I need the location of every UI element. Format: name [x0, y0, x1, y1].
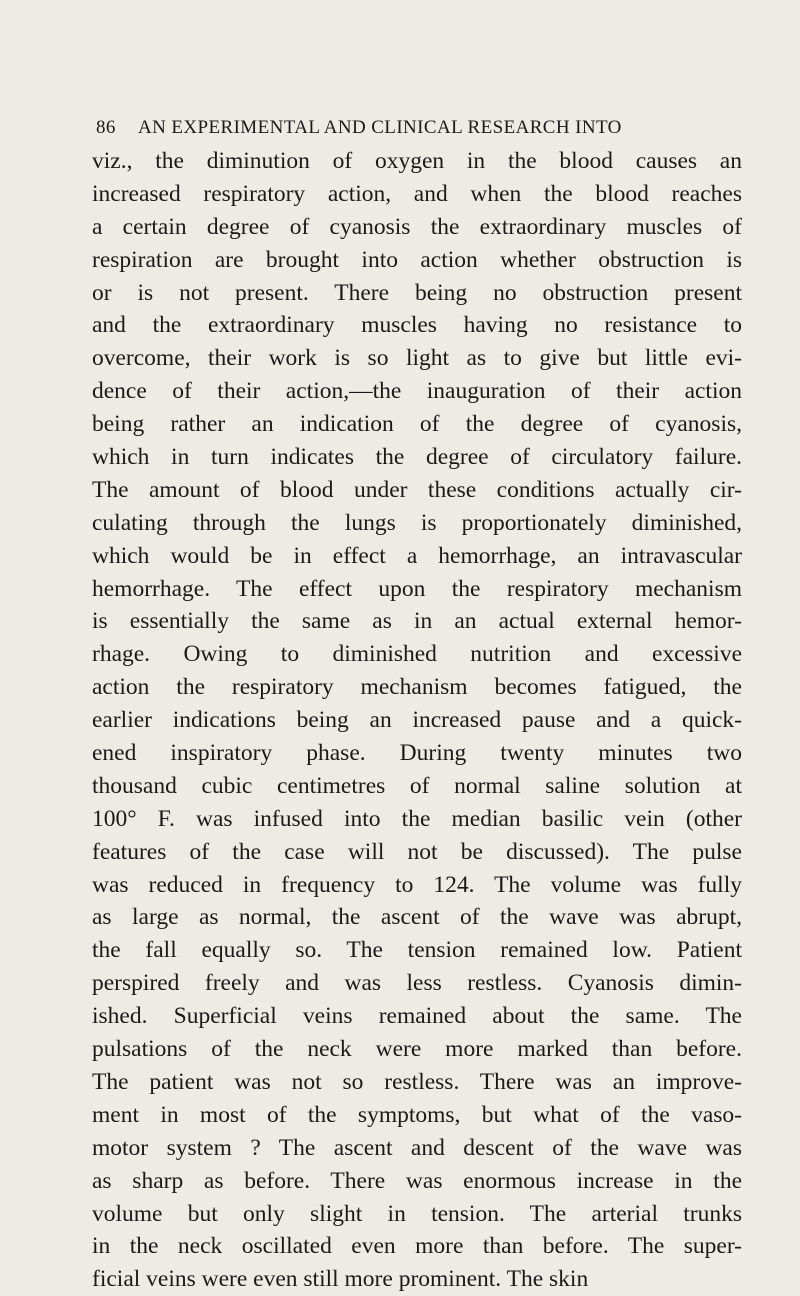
text-line: as large as normal, the ascent of the wave was abrupt, [92, 904, 742, 931]
text-line: respiration are brought into action whether obstruction is [92, 246, 742, 273]
text-line: overcome, their work is so light as to give but little evi- [92, 345, 742, 372]
text-line: The patient was not so restless. There was an improve- [92, 1068, 742, 1095]
text-line: features of the case will not be discussed). The pulse [92, 838, 742, 865]
text-line: or is not present. There being no obstruction present [92, 279, 742, 306]
text-line: dence of their action,—the inauguration of their action [92, 378, 742, 405]
text-line: increased respiratory action, and when the blood reaches [92, 180, 742, 207]
text-line: action the respiratory mechanism becomes fatigued, the [92, 674, 742, 701]
text-line: thousand cubic centimetres of normal saline solution at [92, 772, 742, 799]
text-line: which in turn indicates the degree of circulatory failure. [92, 444, 742, 471]
text-line: pulsations of the neck were more marked than before. [92, 1036, 742, 1063]
text-line: and the extraordinary muscles having no resistance to [92, 312, 742, 339]
text-line: was reduced in frequency to 124. The volume was fully [92, 871, 742, 898]
running-title: AN EXPERIMENTAL AND CLINICAL RESEARCH INTO [138, 117, 622, 138]
text-line: perspired freely and was less restless. Cyanosis dimin- [92, 970, 742, 997]
text-line: the fall equally so. The tension remained low. Patient [92, 937, 742, 964]
text-line: ficial veins were even still more prominent. The skin [92, 1266, 589, 1293]
text-line: hemorrhage. The effect upon the respiratory mechanism [92, 575, 742, 602]
body-text [92, 145, 742, 1296]
text-line: rhage. Owing to diminished nutrition and excessive [92, 641, 742, 668]
text-line: earlier indications being an increased pause and a quick- [92, 707, 742, 734]
text-line: The amount of blood under these conditions actually cir- [92, 476, 742, 503]
text-line: as sharp as before. There was enormous increase in the [92, 1167, 742, 1194]
text-line: volume but only slight in tension. The arterial trunks [92, 1200, 742, 1227]
text-line: in the neck oscillated even more than before. The super- [92, 1233, 742, 1260]
text-line: ment in most of the symptoms, but what of the vaso- [92, 1101, 742, 1128]
text-line: viz., the diminution of oxygen in the blood causes an [92, 148, 742, 174]
text-line: culating through the lungs is proportionately diminished, [92, 509, 742, 536]
text-line: being rather an indication of the degree of cyanosis, [92, 411, 742, 438]
text-line: which would be in effect a hemorrhage, an intravascular [92, 542, 742, 569]
text-line: is essentially the same as in an actual external hemor- [92, 608, 742, 635]
text-line: ished. Superficial veins remained about the same. The [92, 1003, 742, 1030]
text-line: 100° F. was infused into the median basilic vein (other [92, 805, 742, 832]
running-head [96, 117, 736, 141]
page-number: 86 [96, 117, 116, 138]
text-line: a certain degree of cyanosis the extraordinary muscles of [92, 213, 742, 240]
text-line: motor system ? The ascent and descent of the wave was [92, 1134, 742, 1161]
text-line: ened inspiratory phase. During twenty minutes two [92, 740, 742, 767]
